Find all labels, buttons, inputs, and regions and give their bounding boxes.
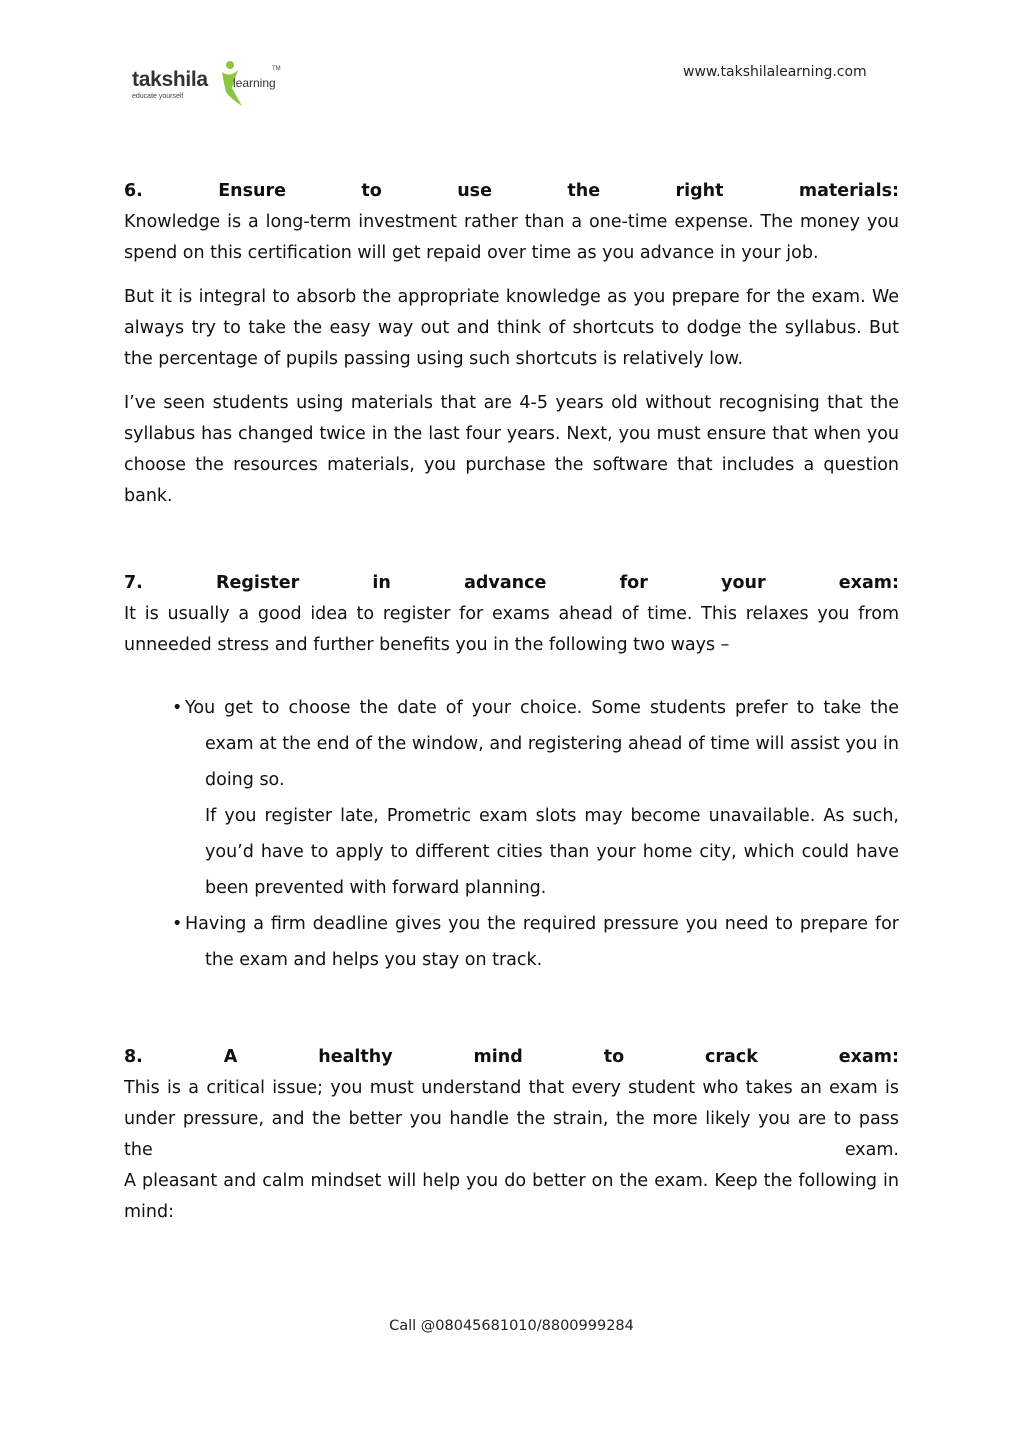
section-6-paragraph-3: I’ve seen students using materials that are 4-5 years old without recognising that the syllabus has changed twice in the last four years. Next, you must ensure that when you choose the resources materials, you purchase the software that includes a question bank. [124, 393, 899, 506]
logo-tagline: educate yourself [132, 93, 184, 100]
section-6-paragraph-1: Knowledge is a long-term investment rather than a one-time expense. The money you spend on this certification will get repaid over time as you advance in your job. [124, 212, 899, 263]
document-body [124, 176, 899, 1228]
logo-brand-text: takshila [132, 68, 208, 91]
section-8-paragraph-2: A pleasant and calm mindset will help you do better on the exam. Keep the following in mind: [124, 1171, 899, 1222]
list-item [124, 906, 899, 978]
bullet-1-continuation: If you register late, Prometric exam slots may become unavailable. As such, you’d have to apply to different cities than your home city, which could have been prevented with forward planning. [205, 806, 899, 898]
bullet-2-text: Having a firm deadline gives you the required pressure you need to prepare for the exam and helps you stay on track. [185, 914, 899, 970]
bullet-1-text: You get to choose the date of your choice. Some students prefer to take the exam at the end of the window, and registering ahead of time will assist you in doing so. [185, 698, 899, 790]
logo-tm: TM [272, 66, 281, 72]
section-7-bullet-list [124, 690, 899, 978]
section-6-paragraph-2: But it is integral to absorb the appropriate knowledge as you prepare for the exam. We always try to take the easy way out and think of shortcuts to dodge the syllabus. But the percentage of pupils passing using such shortcuts is relatively low. [124, 287, 899, 369]
section-8-paragraph-1: This is a critical issue; you must understand that every student who takes an exam is under pressure, and the better you handle the strain, the more likely you are to pass the exam. [124, 1078, 899, 1160]
list-item [124, 690, 899, 906]
logo-learning-text: learning [233, 76, 276, 90]
section-7-heading: 7. Register in advance for your exam: [124, 573, 899, 593]
website-url: www.takshilalearning.com [683, 64, 867, 80]
bullet-icon: • [172, 698, 183, 718]
footer-contact: Call @08045681010/8800999284 [389, 1318, 634, 1334]
takshila-logo [130, 58, 290, 110]
section-6-heading: 6. Ensure to use the right materials: [124, 181, 899, 201]
bullet-icon: • [172, 914, 183, 934]
section-8-heading: 8. A healthy mind to crack exam: [124, 1047, 899, 1067]
section-7-paragraph-1: It is usually a good idea to register for exams ahead of time. This relaxes you from unneeded stress and further benefits you in the following two ways – [124, 604, 899, 655]
